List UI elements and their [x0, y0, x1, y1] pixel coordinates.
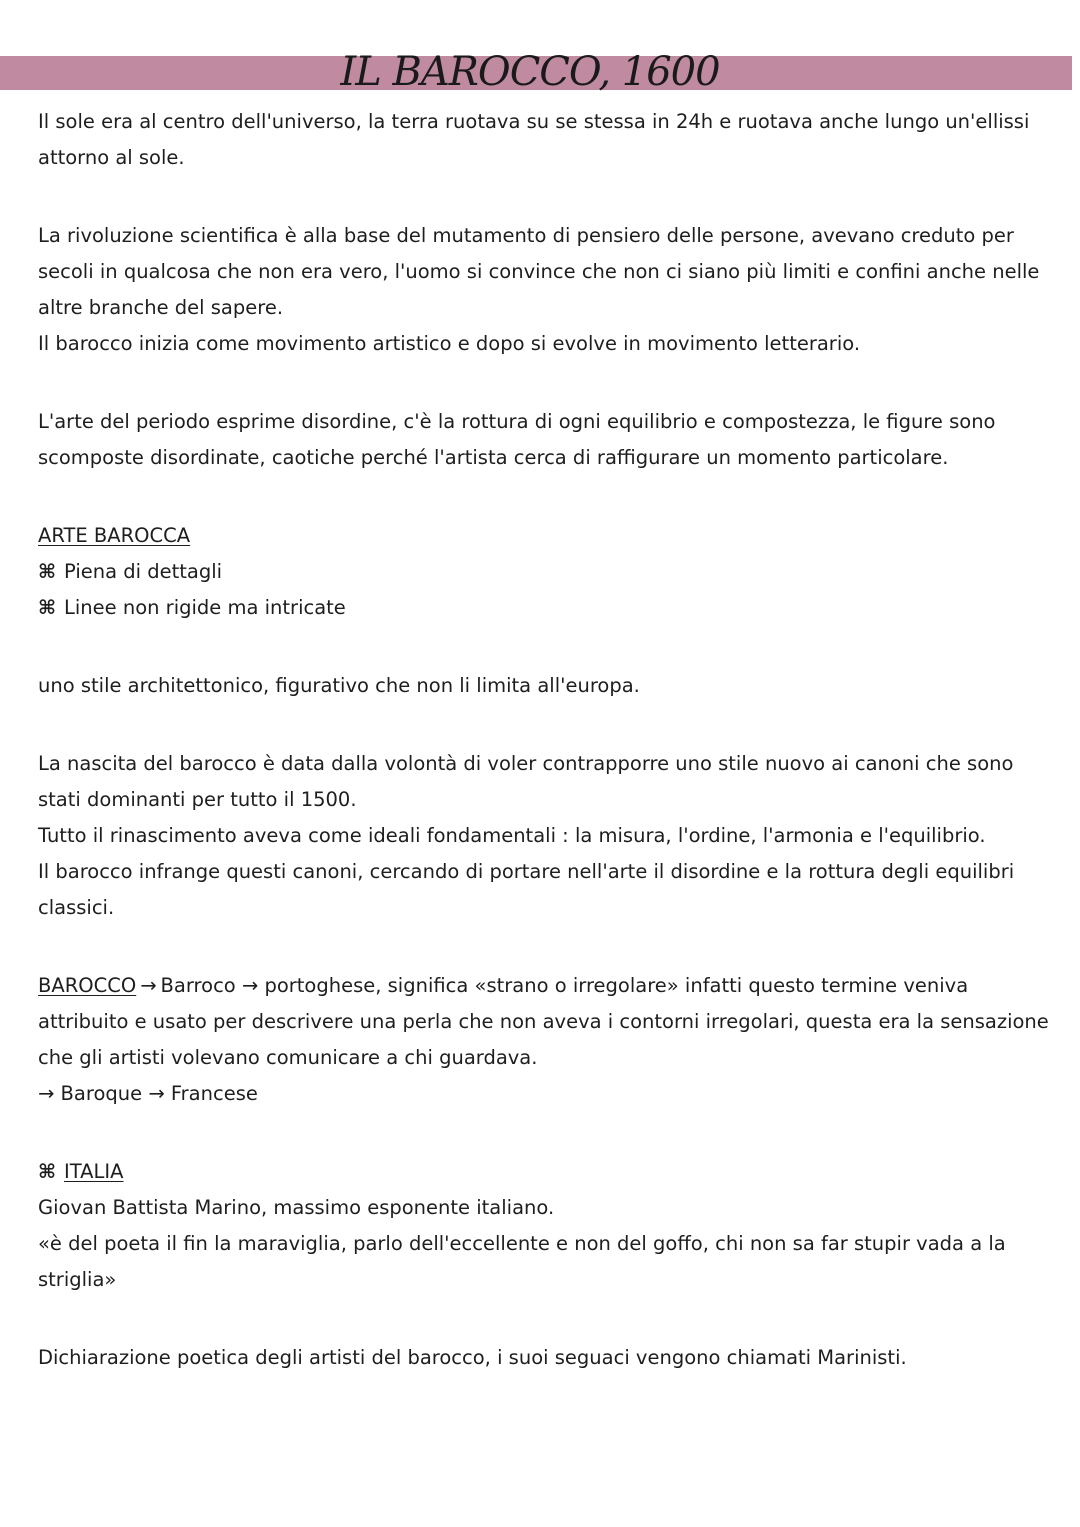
- italia-heading-line: [38, 1154, 1053, 1190]
- list-item-text: Piena di dettagli: [64, 560, 223, 583]
- paragraph-text: Il barocco infrange questi canoni, cercando di portare nell'arte il disordine e la rottura degli equilibri classici.: [38, 860, 1015, 919]
- section-arte-barocca: [38, 518, 1053, 626]
- etymology-french: → Baroque → Francese: [38, 1082, 258, 1105]
- section-etymology: [38, 968, 1053, 1112]
- paragraph-heliocentrism: [38, 104, 1053, 176]
- paragraph-text: Il sole era al centro dell'universo, la terra ruotava su se stessa in 24h e ruotava anche lungo un'ellissi attorno al sole.: [38, 110, 1030, 169]
- list-item-text: Linee non rigide ma intricate: [64, 596, 346, 619]
- marino-quote: «è del poeta il fin la maraviglia, parlo dell'eccellente e non del goffo, chi non sa far stupir vada a la striglia»: [38, 1232, 1006, 1291]
- section-italia: [38, 1154, 1053, 1298]
- etymology-text: [38, 968, 1053, 1076]
- paragraph-text: Il barocco inizia come movimento artistico e dopo si evolve in movimento letterario.: [38, 332, 861, 355]
- paragraph-marinisti: [38, 1340, 1053, 1376]
- etymology-heading: BAROCCO: [38, 974, 137, 997]
- paragraph-scientific-revolution: [38, 218, 1053, 362]
- paragraph-text: Tutto il rinascimento aveva come ideali fondamentali : la misura, l'ordine, l'armonia e l'equilibrio.: [38, 824, 986, 847]
- list-item: [38, 554, 1053, 590]
- bullet-icon: ⌘: [38, 1160, 57, 1183]
- paragraph-text: La nascita del barocco è data dalla volontà di voler contrapporre uno stile nuovo ai canoni che sono stati dominanti per tutto il 1500.: [38, 752, 1014, 811]
- arrow-right-icon: →: [140, 974, 157, 997]
- paragraph-style: [38, 668, 1053, 704]
- paragraph-text: L'arte del periodo esprime disordine, c'è la rottura di ogni equilibrio e compostezza, le figure sono scomposte disordinate, caotiche perché l'artista cerca di raffigurare un momento particolare.: [38, 410, 996, 469]
- page-title: IL BAROCCO, 1600: [340, 49, 720, 95]
- paragraph-text: Giovan Battista Marino, massimo esponente italiano.: [38, 1196, 555, 1219]
- notes-body: [38, 104, 1053, 1376]
- bullet-icon: ⌘: [38, 596, 57, 619]
- section-heading-italia: ITALIA: [64, 1160, 124, 1183]
- list-item: [38, 590, 1053, 626]
- paragraph-text: La rivoluzione scientifica è alla base del mutamento di pensiero delle persone, avevano creduto per secoli in qualcosa che non era vero, l'uomo si convince che non ci siano più limiti e confini anche nelle altre branche del sapere.: [38, 224, 1040, 319]
- paragraph-origin: [38, 746, 1053, 926]
- paragraph-text: uno stile architettonico, figurativo che non li limita all'europa.: [38, 674, 640, 697]
- etymology-description: Barroco → portoghese, significa «strano o irregolare» infatti questo termine veniva attribuito e usato per descrivere una perla che non aveva i contorni irregolari, questa era la sensazione che gli artisti volevano comunicare a chi guardava.: [38, 974, 1049, 1069]
- paragraph-art-disorder: [38, 404, 1053, 476]
- bullet-icon: ⌘: [38, 560, 57, 583]
- paragraph-text: Dichiarazione poetica degli artisti del barocco, i suoi seguaci vengono chiamati Marinisti.: [38, 1346, 907, 1369]
- section-heading-arte-barocca: ARTE BAROCCA: [38, 524, 191, 547]
